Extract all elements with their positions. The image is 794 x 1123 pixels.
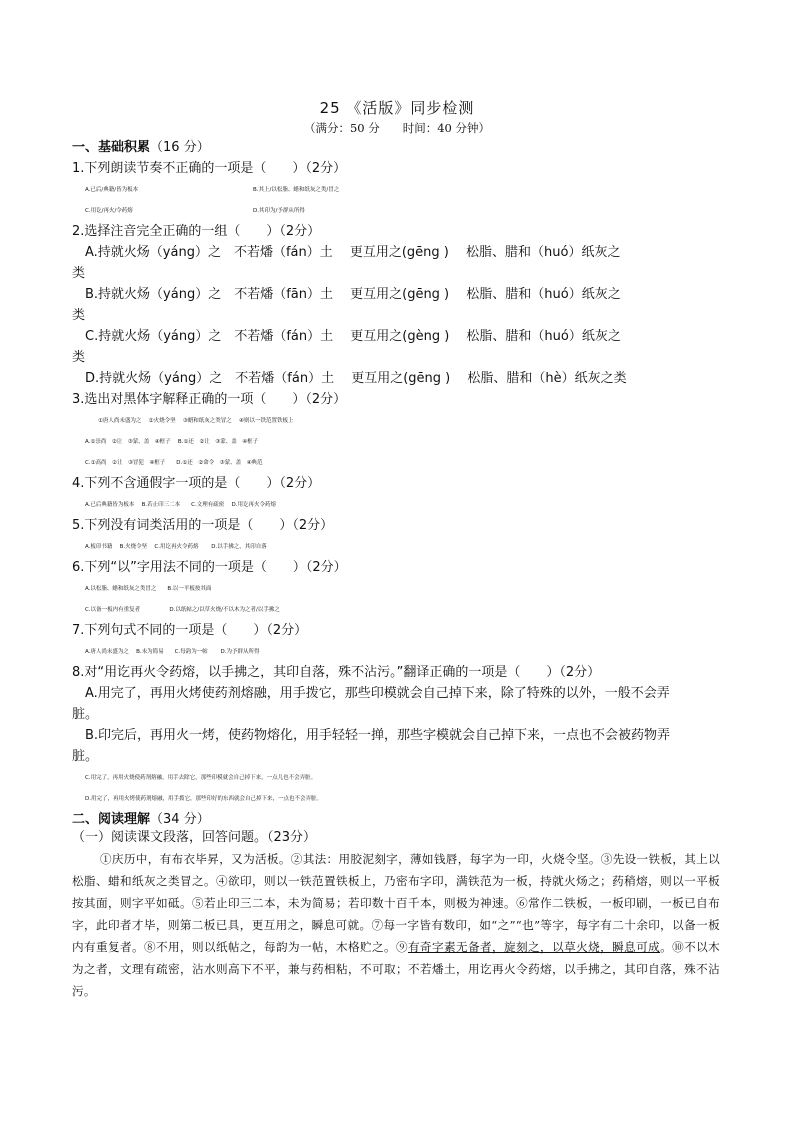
question-2-option-a: A.持就火炀（yáng）之 不若燔（fán）土 更互用之(gēng ) 松脂、腊和（huó）纸灰之 bbox=[85, 245, 621, 260]
question-2-option-b-wrap: 类 bbox=[72, 308, 86, 323]
section-title: 二、阅读理解 bbox=[72, 812, 151, 827]
section-heading-2 bbox=[72, 810, 732, 830]
question-3-items: ①唐人尚未盛为之 ②火烧令坚 ③蜡和纸灰之类冒之 ④则以一铁范置铁板上 bbox=[98, 418, 294, 424]
question-2-option-a-wrap: 类 bbox=[72, 266, 86, 281]
question-3-options-cd: C.①高尚 ②让 ③冒犯 ④框子 D.①还 ②命令 ③蒙、盖 ④典范 bbox=[85, 460, 263, 466]
question-2-option-b: B.持就火炀（yáng）之 不若燔（fān）土 更互用之(gēng ) 松脂、腊和（huó）纸灰之 bbox=[85, 287, 621, 302]
passage-text-2: 。⑩不以木为之者，文理有疏密，沾水则高下不平，兼与药相粘，不可取；不若燔土，用讫再火令药熔，以手拂之，其印自落，殊不沾污。 bbox=[72, 940, 720, 998]
question-8-option-b-wrap: 脏。 bbox=[72, 749, 99, 764]
part-1-heading: （一）阅读课文段落，回答问题。（23分） bbox=[72, 830, 317, 845]
question-6-options-ab: A.以松脂、蜡和纸灰之类冒之 B.以一平板按其面 bbox=[85, 586, 212, 592]
question-2-option-d: D.持就火炀（yáng）之 不若燔（fán）土 更互用之(gēng ) 松脂、腊和（hè）纸灰之类 bbox=[85, 371, 627, 386]
question-1-options-ab bbox=[85, 180, 745, 200]
reading-passage bbox=[72, 848, 720, 1002]
question-1-stem: 1.下列朗读节奏不正确的一项是（ ）（2分） bbox=[72, 161, 347, 176]
question-7-options: A.唐人尚未盛为之 B.未为简易 C.每韵为一帖 D.为予群从所得 bbox=[85, 649, 260, 655]
question-8-option-b: B.印完后，再用火一烤，使药物熔化，用手轻轻一掸，那些字模就会自己掉下来，一点也不会被药物弄 bbox=[85, 728, 671, 743]
option-a: A.已后/典籍/皆为板本 bbox=[85, 187, 139, 193]
question-5-options: A.板印书籍 B.火烧令坚 C.用讫再火令药熔 D.以手拂之，其印自落 bbox=[85, 544, 267, 550]
question-7-stem: 7.下列句式不同的一项是（ ）（2分） bbox=[72, 623, 308, 638]
question-8-stem: 8.对“用讫再火令药熔，以手拂之，其印自落，殊不沾污。”翻译正确的一项是（ ）（2分） bbox=[72, 665, 601, 680]
question-6-stem: 6.下列“以”字用法不同的一项是（ ）（2分） bbox=[72, 560, 347, 575]
section-points: （16 分） bbox=[150, 140, 210, 155]
section-heading-1 bbox=[72, 138, 732, 158]
question-8-option-a-wrap: 脏。 bbox=[72, 707, 99, 722]
page-subtitle: （满分：50 分 时间：40 分钟） bbox=[303, 121, 491, 135]
question-4-options: A.已后典籍皆为板本 B.若止印三二本 C.文理有疏密 D.用讫再火令药熔 bbox=[85, 502, 277, 508]
question-8-option-c: C.用完了，再用火烧使药剂熔融，用手去除它，那些印模就会自己掉下来，一点儿也不会弄脏。 bbox=[85, 775, 317, 781]
passage-text-1: ①庆历中，有布衣毕昇，又为活板。②其法：用胶泥刻字，薄如钱唇，每字为一印，火烧令坚。③先设一铁板，其上以松脂、蜡和纸灰之类冒之。④欲印，则以一铁范置铁板上，乃密布字印，满铁范为一板，持就火炀之；药稍熔，则以一平板按其面，则字平如砥。⑤若止印三二本，未为简易；若印数十百千本，则极为神速。⑥常作二铁板，一板印刷，一板已自布字，此印者才毕，则第二板已具，更互用之，瞬息可就。⑦每一字皆有数印，如“之”“也”等字，每字有二十余印，以备一板内有重复者。⑧不用，则以纸帖之，每韵为一帖，木格贮之。⑨ bbox=[72, 852, 720, 954]
question-3-stem: 3.选出对黑体字解释正确的一项（ ）（2分） bbox=[72, 392, 347, 407]
question-6-options-cd: C.以备一板内有重复者 D.以纸帖之/以草火烧/不以木为之者/以手拂之 bbox=[85, 607, 280, 613]
question-5-stem: 5.下列没有词类活用的一项是（ ）（2分） bbox=[72, 518, 334, 533]
question-2-option-c-wrap: 类 bbox=[72, 350, 86, 365]
passage-underlined-sentence: 有奇字素无备者，旋刻之，以草火烧，瞬息可成 bbox=[408, 940, 661, 954]
option-c: C.用讫/再火/令药熔 bbox=[85, 208, 133, 214]
question-2-option-c: C.持就火炀（yáng）之 不若燔（fán）土 更互用之(gèng ) 松脂、腊和（huó）纸灰之 bbox=[85, 329, 621, 344]
section-title: 一、基础积累 bbox=[72, 140, 151, 155]
question-4-stem: 4.下列不含通假字一项的是（ ）（2分） bbox=[72, 476, 321, 491]
question-1-options-cd bbox=[85, 201, 745, 221]
option-b: B.其上/以松脂、蜡和纸灰之类/冒之 bbox=[253, 187, 340, 193]
question-8-option-a: A.用完了，再用火烤使药剂熔融，用手拨它，那些印模就会自己掉下来，除了特殊的以外，一般不会弄 bbox=[85, 686, 670, 701]
section-points: （34 分） bbox=[150, 812, 210, 827]
question-2-stem: 2.选择注音完全正确的一组（ ）（2分） bbox=[72, 224, 321, 239]
page-title: 25 《活版》同步检测 bbox=[319, 99, 475, 117]
question-3-options-ab: A.①崇尚 ②让 ③蒙、盖 ④框子 B.①还 ②让 ③蒙、盖 ④框子 bbox=[85, 439, 259, 445]
option-d: D.其印为/予群从所得 bbox=[253, 208, 305, 214]
question-8-option-d: D.用完了，再用火烤使药剂熔融，用手拨它，那些印好的东西就会自己掉下来，一点也不会弄脏。 bbox=[85, 796, 322, 802]
